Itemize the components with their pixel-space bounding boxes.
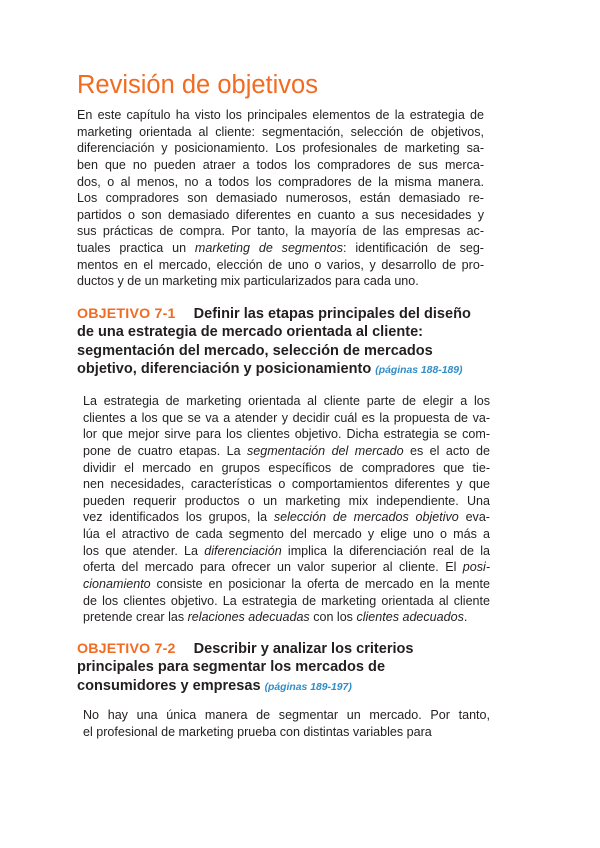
page-reference: (páginas 188-189) [375, 365, 463, 377]
text-line [83, 443, 490, 460]
text-run: implica la diferenciación real de la [281, 543, 490, 558]
text-run: lor que mejor sirve para los clientes objetivo. Dicha estrategia se com- [83, 427, 490, 442]
objective-tag: OBJETIVO 7-2 [77, 641, 176, 657]
objective-7-1-summary [83, 393, 490, 626]
italic-term: clientes adecuados [356, 610, 464, 625]
text-run: pone de cuatro etapas. La [83, 443, 248, 458]
text-run: consiste en posicionar la oferta de mercado en la mente [150, 576, 490, 591]
text-run: marketing orientada al cliente: segmentación, selección de objetivos, [77, 124, 484, 139]
text-run: oferta del mercado para ofrecer un valor superior al cliente. El [83, 560, 463, 575]
text-run: dividir el mercado en grupos específicos de compradores que tie- [83, 460, 490, 475]
objective-heading-line: segmentación del mercado, selección de mercados [77, 342, 433, 359]
text-run: . [463, 610, 468, 625]
italic-term: marketing de segmentos [194, 241, 344, 255]
objective-heading-line: consumidores y empresas [77, 677, 261, 694]
page-reference: (páginas 189-197) [264, 681, 352, 693]
objective-heading-line: Definir las etapas principales del diseño [193, 306, 471, 322]
text-line [83, 593, 490, 610]
text-run: : identificación de seg- [343, 241, 484, 255]
text-run: con los [309, 610, 357, 625]
text-run: diferenciación y posicionamiento. Los profesionales de marketing sa- [77, 141, 484, 156]
italic-term: cionamiento [83, 576, 151, 591]
text-run: tuales practica un [77, 241, 195, 255]
text-line [83, 543, 490, 560]
objective-heading-line: objetivo, diferenciación y posicionamiento [77, 361, 372, 378]
text-run: dos, o al menos, no a todos los compradores de la misma manera. [77, 174, 484, 189]
text-run: pretende crear las [83, 610, 188, 625]
text-line [77, 157, 484, 174]
text-line [77, 273, 484, 290]
text-run: pueden requerir productos o un marketing mix independiente. Una [83, 493, 490, 508]
text-line [77, 107, 484, 124]
text-run: vez identificados los grupos, la [83, 510, 274, 525]
intro-paragraph [77, 107, 484, 290]
text-line [77, 140, 484, 157]
objective-tag: OBJETIVO 7-1 [77, 306, 176, 322]
text-run: clientes a los que se va a atender y decidir cuál es la propuesta de va- [83, 410, 490, 425]
italic-term: posi- [462, 560, 490, 575]
text-line [77, 174, 484, 191]
objective-7-1-heading [77, 305, 497, 380]
italic-term: segmentación del mercado [247, 443, 404, 458]
text-line [83, 393, 490, 410]
text-line [83, 707, 490, 724]
text-run: ductos y de un marketing mix particularizados para cada uno. [77, 274, 419, 289]
text-line [77, 240, 484, 257]
objective-7-2-summary [83, 707, 490, 740]
text-run: No hay una única manera de segmentar un mercado. Por tanto, [83, 708, 490, 722]
text-line [83, 609, 490, 626]
text-run: lúa el atractivo de cada segmento del mercado y elige uno o más a [83, 527, 490, 541]
objective-heading-line: Describir y analizar los criterios [193, 641, 414, 657]
page-title: Revisión de objetivos [77, 71, 318, 99]
text-line [83, 476, 490, 493]
text-run: Los compradores son demasiado numerosos, están demasiado re- [77, 191, 484, 206]
text-run: En este capítulo ha visto los principales elementos de la estrategia de [77, 108, 484, 122]
text-line [77, 190, 484, 207]
text-line [83, 724, 490, 741]
text-line [83, 426, 490, 443]
text-run: los que atender. La [83, 543, 205, 558]
text-run: de los clientes objetivo. La estrategia de marketing orientada al cliente [83, 593, 490, 608]
text-line [83, 526, 490, 543]
text-line [77, 124, 484, 141]
text-run: el profesional de marketing prueba con distintas variables para [83, 724, 432, 739]
text-run: es el acto de [403, 443, 490, 458]
text-line [83, 559, 490, 576]
text-run: eva- [458, 510, 490, 525]
text-line [83, 410, 490, 427]
text-line [77, 223, 484, 240]
italic-term: selección de mercados objetivo [273, 510, 459, 525]
text-line [77, 257, 484, 274]
text-line [83, 509, 490, 526]
italic-term: diferenciación [204, 543, 282, 558]
text-line [83, 493, 490, 510]
text-line [77, 207, 484, 224]
italic-term: relaciones adecuadas [187, 610, 310, 625]
text-run: mentos en el mercado, elección de uno o varios, y desarrollo de pro- [77, 257, 484, 272]
text-run: partidos o son demasiado diferentes en cuanto a sus necesidades y [77, 207, 484, 222]
objective-7-2-heading [77, 640, 497, 697]
text-run: La estrategia de marketing orientada al cliente parte de elegir a los [83, 394, 490, 408]
text-run: sus prácticas de compra. Por tanto, la mayoría de las empresas ac- [77, 224, 484, 239]
text-run: ben que no pueden atraer a todos los compradores de sus merca- [77, 157, 484, 172]
text-line [83, 576, 490, 593]
objective-heading-line: principales para segmentar los mercados de [77, 659, 386, 676]
text-line [83, 460, 490, 477]
objective-heading-line: de una estrategia de mercado orientada al cliente: [77, 324, 424, 341]
text-run: nen necesidades, características o comportamientos diferentes y que [83, 477, 490, 492]
